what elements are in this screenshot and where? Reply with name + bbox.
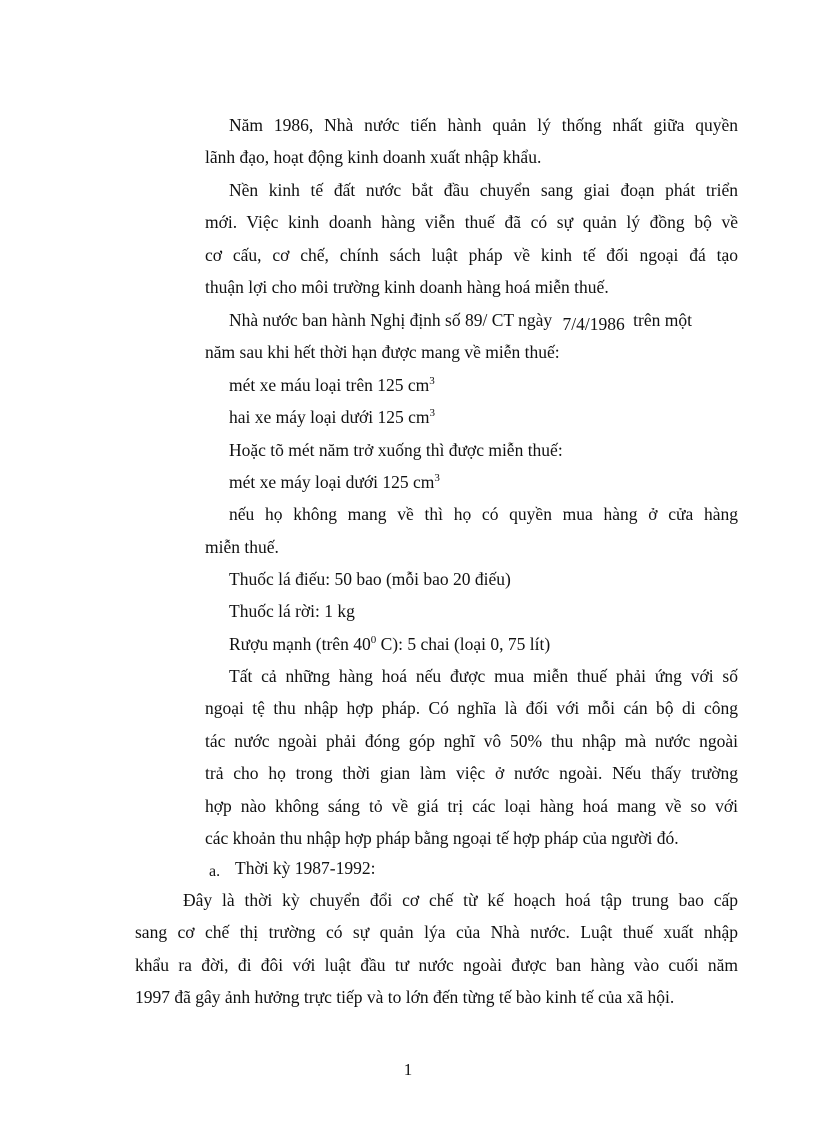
item-text: mét xe máy loại dưới 125 cm [229, 472, 435, 492]
superscript: 3 [434, 472, 440, 485]
text-segment: trên một [633, 310, 692, 330]
item-text: C): 5 chai (loại 0, 75 lít) [376, 634, 551, 654]
text-line: sang cơ chế thị trường có sự quản lýa của Nhà nước. Luật thuế xuất nhập [135, 922, 738, 942]
text-line: các khoản thu nhập hợp pháp bằng ngoại tế hợp pháp của người đó. [205, 828, 679, 848]
list-item [229, 633, 550, 655]
text-line: hợp nào không sáng tỏ về giá trị các loại hàng hoá mang về so với [205, 796, 738, 816]
item-text: hai xe máy loại dưới 125 cm [229, 407, 430, 427]
text-line: mới. Việc kinh doanh hàng viễn thuế đã có sự quản lý đồng bộ về [205, 212, 738, 232]
heading-text: Thời kỳ 1987-1992: [235, 858, 376, 878]
list-item [229, 374, 435, 396]
text-line: cơ cấu, cơ chế, chính sách luật pháp về kinh tế đối ngoại đá tạo [205, 245, 738, 265]
superscript: 3 [429, 407, 435, 420]
list-item: Thuốc lá điếu: 50 bao (mỗi bao 20 điếu) [229, 569, 511, 589]
text-line: khẩu ra đời, đi đôi với luật đầu tư nước ngoài được ban hàng vào cuối năm [135, 955, 738, 975]
list-item: Thuốc lá rời: 1 kg [229, 601, 355, 621]
text-line: tác nước ngoài phải đóng góp nghĩ vô 50% thu nhập mà nước ngoài [205, 731, 738, 751]
text-line: 1997 đã gây ảnh hưởng trực tiếp và to lớn đến từng tế bào kinh tế của xã hội. [135, 987, 675, 1007]
text-line: thuận lợi cho môi trường kinh doanh hàng hoá miễn thuế. [205, 277, 609, 297]
page-number: 1 [403, 1060, 413, 1079]
text-line: ngoại tệ thu nhập hợp pháp. Có nghĩa là đối với mỗi cán bộ di công [205, 698, 738, 718]
text-line: năm sau khi hết thời hạn được mang về miễn thuế: [205, 342, 560, 362]
text-line: Tất cả những hàng hoá nếu được mua miễn thuế phải ứng với số [229, 666, 738, 686]
text-line: Năm 1986, Nhà nước tiến hành quản lý thống nhất giữa quyền [229, 115, 738, 135]
text-line: lãnh đạo, hoạt động kinh doanh xuất nhập khẩu. [205, 147, 542, 167]
text-line: Nền kinh tế đất nước bắt đầu chuyển sang giai đoạn phát triển [229, 180, 738, 200]
list-item: Hoặc tõ mét năm trở xuống thì được miễn thuế: [229, 440, 563, 460]
text-line: trả cho họ trong thời gian làm việc ở nước ngoài. Nếu thấy trường [205, 763, 738, 783]
date-text: 7/4/1986 [562, 314, 625, 334]
text-line [229, 309, 692, 334]
superscript: 3 [429, 375, 435, 388]
item-text: Rượu mạnh (trên 40 [229, 634, 371, 654]
list-marker: a. [209, 863, 221, 880]
superscript: 0 [370, 634, 377, 647]
list-item [229, 471, 440, 493]
text-line: miễn thuế. [205, 537, 279, 557]
text-line: nếu họ không mang về thì họ có quyền mua hàng ở cửa hàng [229, 504, 738, 524]
list-item [229, 406, 435, 428]
item-text: mét xe máu loại trên 125 cm [229, 375, 430, 395]
text-line: Đây là thời kỳ chuyển đổi cơ chế từ kế hoạch hoá tập trung bao cấp [183, 890, 738, 910]
text-segment: Nhà nước ban hành Nghị định số 89/ CT ngày [229, 310, 553, 330]
